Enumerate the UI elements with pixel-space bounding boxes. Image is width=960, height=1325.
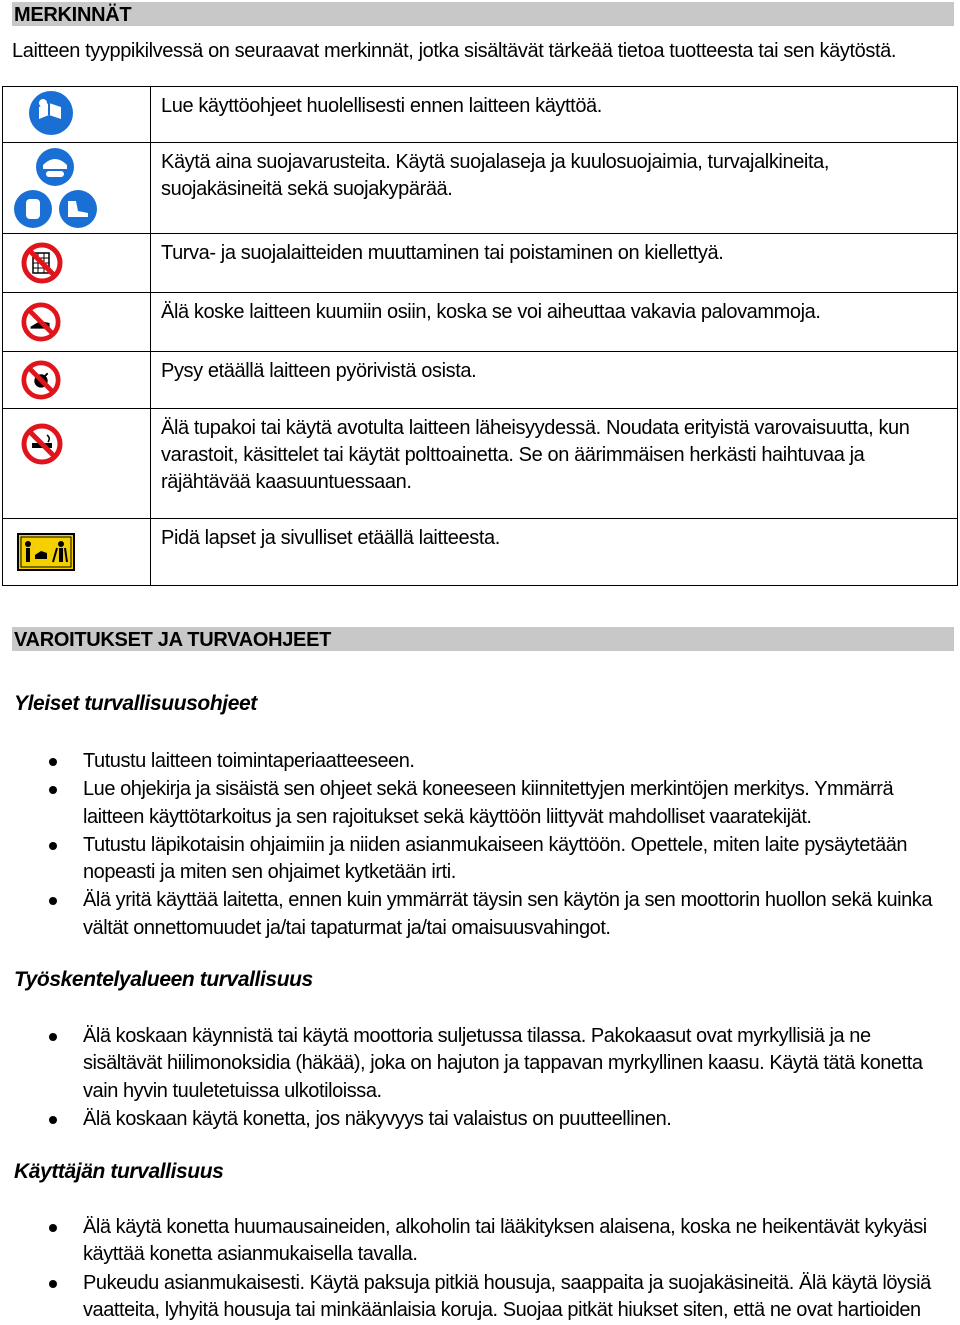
text-cell [151, 352, 958, 409]
text-cell [151, 293, 958, 352]
general-safety-list [0, 748, 950, 943]
icon-cell [3, 234, 151, 293]
symbol-description: Älä koske laitteen kuumiin osiin, koska se voi aiheuttaa vakavia palovammoja. [161, 301, 821, 323]
table-row [3, 234, 958, 293]
symbol-description: Käytä aina suojavarusteita. Käytä suojalaseja ja kuulosuojaimia, turvajalkineita, [161, 151, 830, 173]
rotating-parts-icon [21, 360, 61, 400]
list-item: Älä yritä käyttää laitetta, ennen kuin ymmärrät täysin sen käytön ja sen moottorin huollon sekä kuinka vältät onnettomuudet ja/tai tapaturmat ja/tai omaisuusvahingot. [0, 887, 950, 942]
icon-cell [3, 143, 151, 234]
text-cell [151, 519, 958, 586]
subheading-user-safety: Käyttäjän turvallisuus [14, 1160, 224, 1183]
list-item: Älä koskaan käytä konetta, jos näkyvyys tai valaistus on puutteellinen. [0, 1106, 950, 1133]
icon-cell [3, 409, 151, 519]
list-item: Pukeudu asianmukaisesti. Käytä paksuja pitkiä housuja, saappaita ja suojakäsineitä. Älä käytä löysiä vaatteita, lyhyitä housuja tai minkäänlaisia koruja. Suojaa pitkät hiukset siten, että ne ovat hartioiden [0, 1270, 950, 1325]
user-safety-list [0, 1214, 950, 1325]
symbol-description: suojakäsineitä sekä suojakypärää. [161, 178, 453, 200]
keep-bystanders-away-icon [17, 533, 75, 571]
symbol-description: Pidä lapset ja sivulliset etäällä laitteesta. [161, 527, 500, 549]
list-item: Tutustu laitteen toimintaperiaatteeseen. [0, 748, 950, 775]
workarea-safety-list [0, 1023, 950, 1134]
list-item: Lue ohjekirja ja sisäistä sen ohjeet sekä koneeseen kiinnitettyjen merkintöjen merkitys. Ymmärrä laitteen käyttötarkoitus ja sen rajoitukset sekä käyttöön liittyvät mahdolliset vaaratekijät. [0, 776, 950, 831]
intro-text: Laitteen tyyppikilvessä on seuraavat merkinnät, jotka sisältävät tärkeää tietoa tuotteesta tai sen käytöstä. [12, 40, 896, 62]
text-cell [151, 234, 958, 293]
text-cell [151, 143, 958, 234]
list-item: Älä koskaan käynnistä tai käytä moottoria suljetussa tilassa. Pakokaasut ovat myrkyllisiä ja ne sisältävät hiilimonoksidia (häkää), joka on hajuton ja tappavan myrkyllinen kaasu. Käytä tätä konetta vain hyvin tuuletetuissa ulkotiloissa. [0, 1023, 950, 1105]
table-row [3, 352, 958, 409]
icon-cell [3, 87, 151, 143]
section-title-merkinnat: MERKINNÄT [12, 2, 954, 26]
symbol-description: Pysy etäällä laitteen pyörivistä osista. [161, 360, 477, 382]
table-row [3, 293, 958, 352]
table-row [3, 87, 958, 143]
table-row [3, 409, 958, 519]
symbols-table [2, 86, 958, 586]
list-item: Älä käytä konetta huumausaineiden, alkoholin tai lääkityksen alaisena, koska ne heikentävät kykyäsi käyttää konetta asianmukaisella tavalla. [0, 1214, 950, 1269]
hot-surface-icon [21, 302, 61, 342]
symbol-description: Älä tupakoi tai käytä avotulta laitteen läheisyydessä. Noudata erityistä varovaisuutta, kun [161, 417, 910, 439]
subheading-general-safety: Yleiset turvallisuusohjeet [14, 692, 257, 715]
table-row [3, 519, 958, 586]
icon-cell [3, 352, 151, 409]
text-cell [151, 87, 958, 143]
table-row [3, 143, 958, 234]
subheading-workarea-safety: Työskentelyalueen turvallisuus [14, 968, 313, 991]
symbol-description: räjähtävää kaasuuntuessaan. [161, 471, 412, 493]
protective-gear-icon [3, 143, 150, 233]
icon-cell [3, 293, 151, 352]
no-smoking-icon [21, 423, 63, 465]
section-title-varoitukset: VAROITUKSET JA TURVAOHJEET [12, 627, 954, 651]
list-item: Tutustu läpikotaisin ohjaimiin ja niiden asianmukaiseen käyttöön. Opettele, miten laite pysäytetään nopeasti ja miten sen ohjaimet kytketään irti. [0, 832, 950, 887]
text-cell [151, 409, 958, 519]
symbol-description: Lue käyttöohjeet huolellisesti ennen laitteen käyttöä. [161, 95, 602, 117]
icon-cell [3, 519, 151, 586]
symbol-description: Turva- ja suojalaitteiden muuttaminen tai poistaminen on kiellettyä. [161, 242, 724, 264]
symbol-description: varastoit, käsittelet tai käytät polttoainetta. Se on äärimmäisen herkästi haihtuvaa ja [161, 444, 865, 466]
read-manual-icon [27, 89, 75, 137]
no-guard-removal-icon [21, 242, 63, 284]
